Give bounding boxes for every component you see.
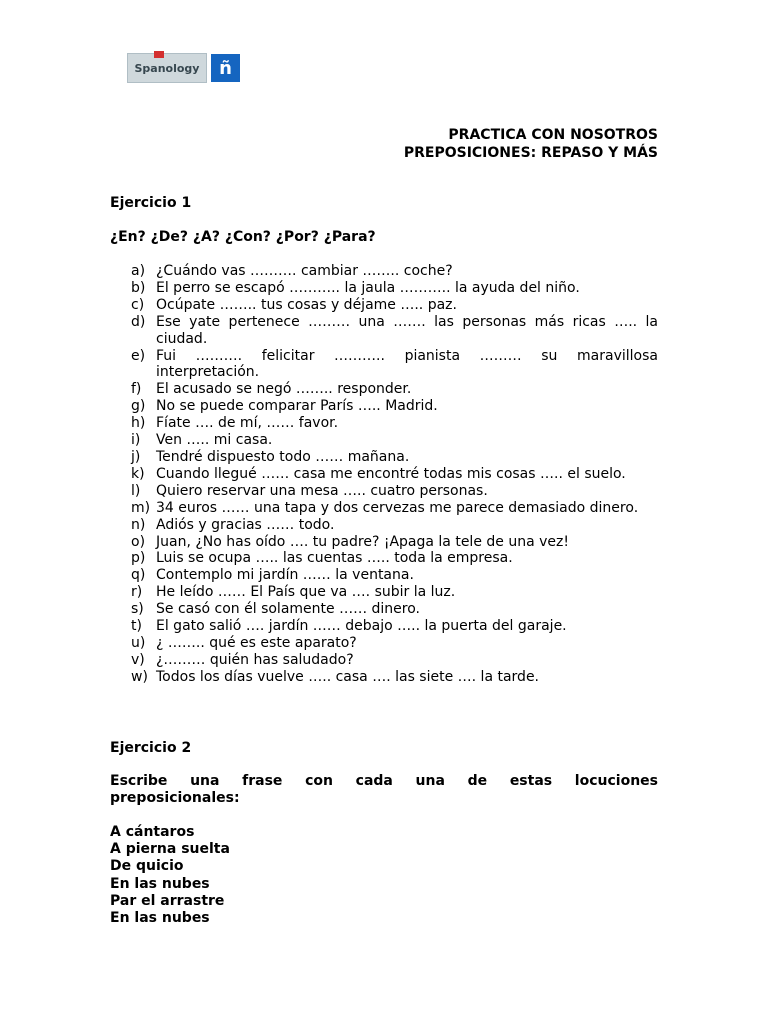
item-marker: k)	[131, 465, 145, 482]
item-marker: c)	[131, 296, 145, 313]
item-marker: a)	[131, 263, 146, 279]
exercise-2-prompt-line-2: preposicionales:	[110, 790, 240, 806]
exercise-item	[131, 466, 658, 483]
item-text: Quiero reservar una mesa ….. cuatro personas.	[156, 482, 488, 499]
item-text: Adiós y gracias …… todo.	[156, 516, 335, 533]
locution-list	[110, 824, 230, 927]
exercise-item	[131, 618, 658, 635]
item-marker: n)	[131, 516, 146, 533]
exercise-1-list	[131, 263, 658, 686]
exercise-item	[131, 263, 658, 280]
item-marker: r)	[131, 584, 143, 601]
title-line-1: PRACTICA CON NOSOTROS	[448, 127, 658, 143]
exercise-item	[131, 398, 658, 415]
item-text: ¿ …….. qué es este aparato?	[156, 634, 357, 651]
exercise-item	[131, 601, 658, 618]
item-text: Todos los días vuelve ….. casa …. las siete …. la tarde.	[156, 668, 540, 685]
exercise-item	[131, 280, 658, 297]
item-text: El acusado se negó …….. responder.	[156, 381, 412, 398]
item-text: ¿Cuándo vas ………. cambiar …….. coche?	[156, 263, 453, 279]
exercise-2-heading: Ejercicio 2	[110, 740, 192, 756]
item-marker: m)	[131, 499, 151, 516]
document-title	[404, 126, 658, 162]
item-marker: v)	[131, 651, 145, 668]
item-text: He leído …… El País que va …. subir la luz.	[156, 584, 456, 601]
locution-item: En las nubes	[110, 910, 210, 927]
item-text: Ese yate pertenece ……… una ……. las personas más ricas ….. la ciudad.	[156, 313, 658, 347]
item-text: Ocúpate …….. tus cosas y déjame ….. paz.	[156, 296, 457, 313]
exercise-item	[131, 652, 658, 669]
item-text: Se casó con él solamente …… dinero.	[156, 601, 421, 618]
item-text: Tendré dispuesto todo …… mañana.	[156, 448, 410, 465]
item-text: El perro se escapó ……….. la jaula ……….. la ayuda del niño.	[156, 279, 580, 296]
exercise-2-prompt-line-1: Escribe una frase con cada una de estas locuciones	[110, 773, 658, 789]
logo	[127, 53, 240, 83]
item-marker: u)	[131, 634, 146, 651]
exercise-2-prompt	[110, 773, 658, 807]
item-marker: w)	[131, 668, 148, 685]
item-text: Contemplo mi jardín …… la ventana.	[156, 567, 414, 584]
item-text: Juan, ¿No has oído …. tu padre? ¡Apaga la tele de una vez!	[156, 533, 569, 550]
logo-wordmark	[127, 53, 207, 83]
exercise-1-prompt: ¿En? ¿De? ¿A? ¿Con? ¿Por? ¿Para?	[110, 229, 376, 245]
exercise-item	[131, 449, 658, 466]
exercise-item	[131, 348, 658, 382]
item-marker: p)	[131, 550, 146, 567]
item-text: Fíate …. de mí, …… favor.	[156, 415, 339, 432]
exercise-item	[131, 500, 658, 517]
logo-mark-icon: ñ	[211, 54, 240, 82]
flag-icon	[154, 51, 164, 58]
item-marker: f)	[131, 381, 142, 398]
exercise-item	[131, 415, 658, 432]
exercise-item	[131, 550, 658, 567]
item-marker: d)	[131, 313, 146, 330]
item-marker: s)	[131, 601, 144, 618]
item-marker: q)	[131, 567, 146, 584]
exercise-item	[131, 534, 658, 551]
item-text: ¿……… quién has saludado?	[156, 651, 354, 668]
item-text: Cuando llegué …… casa me encontré todas mis cosas ….. el suelo.	[156, 465, 626, 482]
exercise-item	[131, 297, 658, 314]
item-text: Ven ….. mi casa.	[156, 432, 273, 449]
logo-wordmark-text: Spanology	[134, 61, 200, 75]
exercise-item	[131, 517, 658, 534]
item-marker: h)	[131, 415, 146, 432]
item-text: No se puede comparar París ….. Madrid.	[156, 398, 438, 415]
locution-item: A cántaros	[110, 824, 195, 840]
item-marker: b)	[131, 279, 146, 296]
item-marker: t)	[131, 618, 142, 635]
item-marker: e)	[131, 347, 146, 364]
item-marker: l)	[131, 482, 141, 499]
title-line-2: PREPOSICIONES: REPASO Y MÁS	[403, 145, 658, 161]
item-text: 34 euros …… una tapa y dos cervezas me parece demasiado dinero.	[156, 499, 639, 516]
exercise-item	[131, 635, 658, 652]
exercise-item	[131, 567, 658, 584]
exercise-item	[131, 432, 658, 449]
item-text: Luis se ocupa ….. las cuentas ….. toda la empresa.	[156, 550, 513, 567]
item-marker: g)	[131, 398, 146, 415]
exercise-item	[131, 584, 658, 601]
item-marker: j)	[131, 448, 141, 465]
exercise-item	[131, 381, 658, 398]
exercise-item	[131, 483, 658, 500]
locution-item: Par el arrastre	[110, 892, 225, 909]
locution-item: De quicio	[110, 858, 184, 875]
exercise-item	[131, 669, 658, 686]
item-text: Fui ………. felicitar ……….. pianista ……… su maravillosa interpretación.	[156, 347, 658, 381]
locution-item: En las nubes	[110, 875, 210, 892]
locution-item: A pierna suelta	[110, 841, 230, 858]
item-text: El gato salió …. jardín …… debajo ….. la puerta del garaje.	[156, 618, 567, 635]
exercise-1-heading: Ejercicio 1	[110, 195, 192, 211]
item-marker: o)	[131, 533, 146, 550]
exercise-item	[131, 314, 658, 348]
item-marker: i)	[131, 432, 141, 449]
